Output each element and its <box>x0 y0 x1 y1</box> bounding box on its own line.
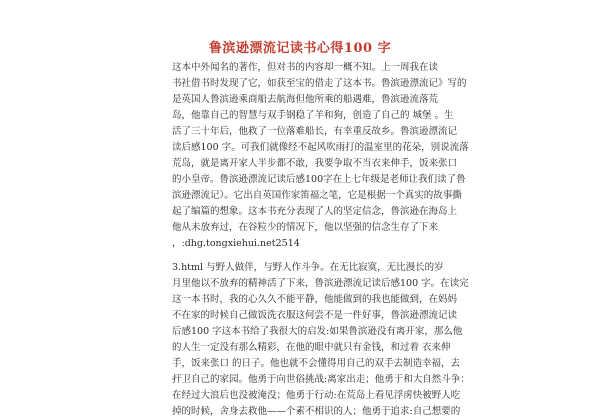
paragraph-gap <box>172 252 434 260</box>
paragraph-line: 是英国人鲁滨逊乘商船去航海但他所乘的船遇难，鲁滨逊流落荒 <box>172 94 439 105</box>
paragraph-line: 荒岛，就是离开家人半步都不敢，我要争取不当衣来伸手，饭来张口 <box>172 158 458 169</box>
paragraph-line: 掉的时候，舍身去救他——个素不相识的人；他勇于追求:自己想要的 <box>172 406 461 417</box>
paragraph-line: 月里他以不放弃的精神活了下来，鲁滨逊漂流记读后感100 字。在读完 <box>172 278 469 289</box>
paragraph-line: 不在家的时候自己做饭洗衣服这何尝不是一件好事，鲁滨逊漂流记读 <box>172 310 458 321</box>
paragraph-line: 手，饭来张口 的日子。他也就不会懂得用自己的双手去制造幸福，去 <box>172 358 461 369</box>
paragraph-line: 他从未放弃过，在谷粒少的情况下，他以坚强的信念生存了下来 <box>172 222 439 233</box>
paragraph-line: 后感100 字这本书给了我很大的启发:如果鲁滨逊没有离开家，那么他 <box>172 326 463 337</box>
paragraph-line: 这本中外闻名的著作，但对书的内容却一概不知。上一周我在读 <box>172 62 439 73</box>
paragraph-line: 滨逊漂流记）。它出自英国作家笛福之笔，它是根据一个真实的故事撕 <box>172 190 462 201</box>
paragraph-line: 的小皇帝。鲁滨逊漂流记读后感100字在上七年级是老师让我们读了鲁 <box>172 174 466 185</box>
paragraph-line: 起了编篇的想象。这本书充分表现了人的坚定信念，鲁滨逊在海岛上 <box>172 206 458 217</box>
paragraph-line: 的人生一定没有那么精彩，在他的眼中就只有金钱，和过着 衣来伸 <box>172 342 451 353</box>
paragraph-line: 在经过大浪后也没被淹没；他勇于行动:在荒岛上看见浮虏快被野人吃 <box>172 390 461 401</box>
paragraph-line: 扞卫自己的家园。他勇于向世俗挑战:离家出走；他勇于和大自然斗争： <box>172 374 470 385</box>
page-title: 鲁滨逊漂流记读书心得100 字 <box>208 41 392 56</box>
paragraph-line: 这一本书时，我的心久久不能平静，他能做到的我也能做到，在妈妈 <box>172 294 458 305</box>
source-url-line: ，:dhg.tongxiehui.net2514 <box>172 238 300 249</box>
paragraph-line: 书社借书时发现了它，如获至宝的借走了这本书。鲁滨逊漂流记》写的 <box>172 78 467 89</box>
paragraph-line: 读后感100 字。可我们就像经不起风吹雨打的温室里的花朵，别说流落 <box>172 142 469 153</box>
paragraph-line: 3.html 与野人做伴，与野人作斗争。在无比寂寞，无比漫长的岁 <box>172 262 444 273</box>
paragraph-line: 活了三十年后，他救了一位落难船长，有幸重反故乡。鲁滨逊漂流记 <box>172 126 458 137</box>
document-body <box>172 60 470 420</box>
paragraph-line: 岛，他靠自己的智慧与双手钢稳了羊和狗，创造了自己的 城堡 。生 <box>172 110 454 121</box>
